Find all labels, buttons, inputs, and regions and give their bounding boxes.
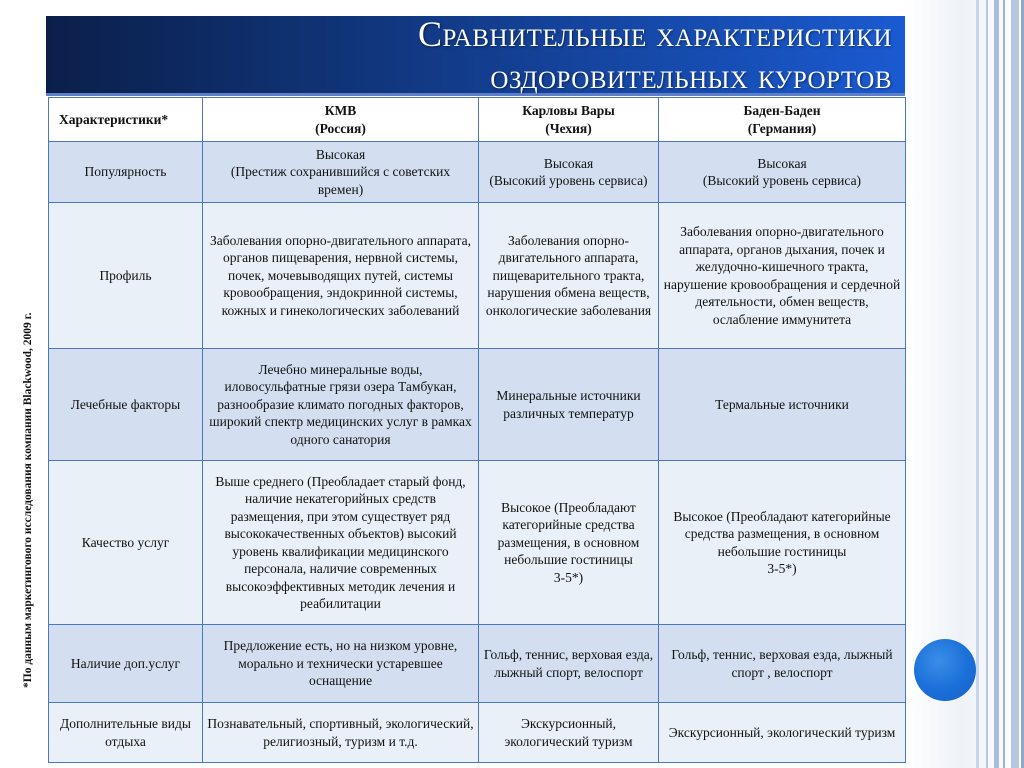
cell-baden-baden: Экскурсионный, экологический туризм [659,703,906,763]
row-label: Дополнительные виды отдыха [49,703,203,763]
table-row [49,349,906,461]
cell-baden-baden: Гольф, теннис, верховая езда, лыжный спорт , велоспорт [659,625,906,703]
table-row [49,203,906,349]
row-label: Популярность [49,142,203,203]
decorative-stripe [976,0,979,768]
row-label: Наличие доп.услуг [49,625,203,703]
slide-title-line-1: Сравнительные характеристики [418,14,892,54]
cell-karlovy-vary: Минеральные источники различных температур [479,349,659,461]
decorative-stripe [1003,0,1005,768]
decorative-stripe [994,0,999,768]
header-baden-baden: Баден-Баден (Германия) [659,98,906,142]
cell-karlovy-vary: Высокое (Преобладают категорийные средства размещения, в основном небольшие гостиницы 3-5*) [479,461,659,625]
table-row [49,703,906,763]
row-label: Лечебные факторы [49,349,203,461]
cell-karlovy-vary: Высокая (Высокий уровень сервиса) [479,142,659,203]
cell-baden-baden: Высокая (Высокий уровень сервиса) [659,142,906,203]
cell-karlovy-vary: Гольф, теннис, верховая езда, лыжный спорт, велоспорт [479,625,659,703]
table-row [49,461,906,625]
cell-kmv: Высокая (Престиж сохранившийся с советских времен) [203,142,479,203]
slide-title-line-2: оздоровительных курортов [490,56,892,96]
source-footnote: *По данным маркетингового исследования компании Blackwood, 2009 г. [22,312,34,688]
cell-baden-baden: Высокое (Преобладают категорийные средства размещения, в основном небольшие гостиницы 3-5*) [659,461,906,625]
slide-title [46,13,892,97]
comparison-table [48,97,906,763]
cell-kmv: Заболевания опорно-двигательного аппарата, органов пищеварения, нервной системы, почек, мочевыводящих путей, системы кровообращения, эндокринной системы, кожных и гинекологических заболеваний [203,203,479,349]
header-karlovy-vary: Карловы Вары (Чехия) [479,98,659,142]
cell-baden-baden: Термальные источники [659,349,906,461]
table-row [49,625,906,703]
cell-baden-baden: Заболевания опорно-двигательного аппарата, органов дыхания, почек и желудочно-кишечного тракта, нарушение кровообращения и сердечной деятельности, обмен веществ, ослабление иммунитета [659,203,906,349]
decorative-circle [914,639,976,701]
decorative-stripe [1011,0,1019,768]
cell-kmv: Лечебно минеральные воды, иловосульфатные грязи озера Тамбукан, разнообразие климато погодных факторов, широкий спектр медицинских услуг в рамках одного санатория [203,349,479,461]
row-label: Качество услуг [49,461,203,625]
row-label: Профиль [49,203,203,349]
decorative-stripe [986,0,988,768]
cell-karlovy-vary: Заболевания опорно-двигательного аппарата, пищеварительного тракта, нарушения обмена веществ, онкологические заболевания [479,203,659,349]
table-row [49,142,906,203]
cell-karlovy-vary: Экскурсионный, экологический туризм [479,703,659,763]
cell-kmv: Выше среднего (Преобладает старый фонд, наличие некатегорийных средств размещения, при этом существует ряд высококачественных объектов) высокий уровень квалификации медицинского персонала, наличие современных высокоэффективных методик лечения и реабилитации [203,461,479,625]
cell-kmv: Познавательный, спортивный, экологический, религиозный, туризм и т.д. [203,703,479,763]
cell-kmv: Предложение есть, но на низком уровне, морально и технически устаревшее оснащение [203,625,479,703]
header-characteristics: Характеристики* [49,98,203,142]
table-header-row [49,98,906,142]
header-kmv: КМВ (Россия) [203,98,479,142]
